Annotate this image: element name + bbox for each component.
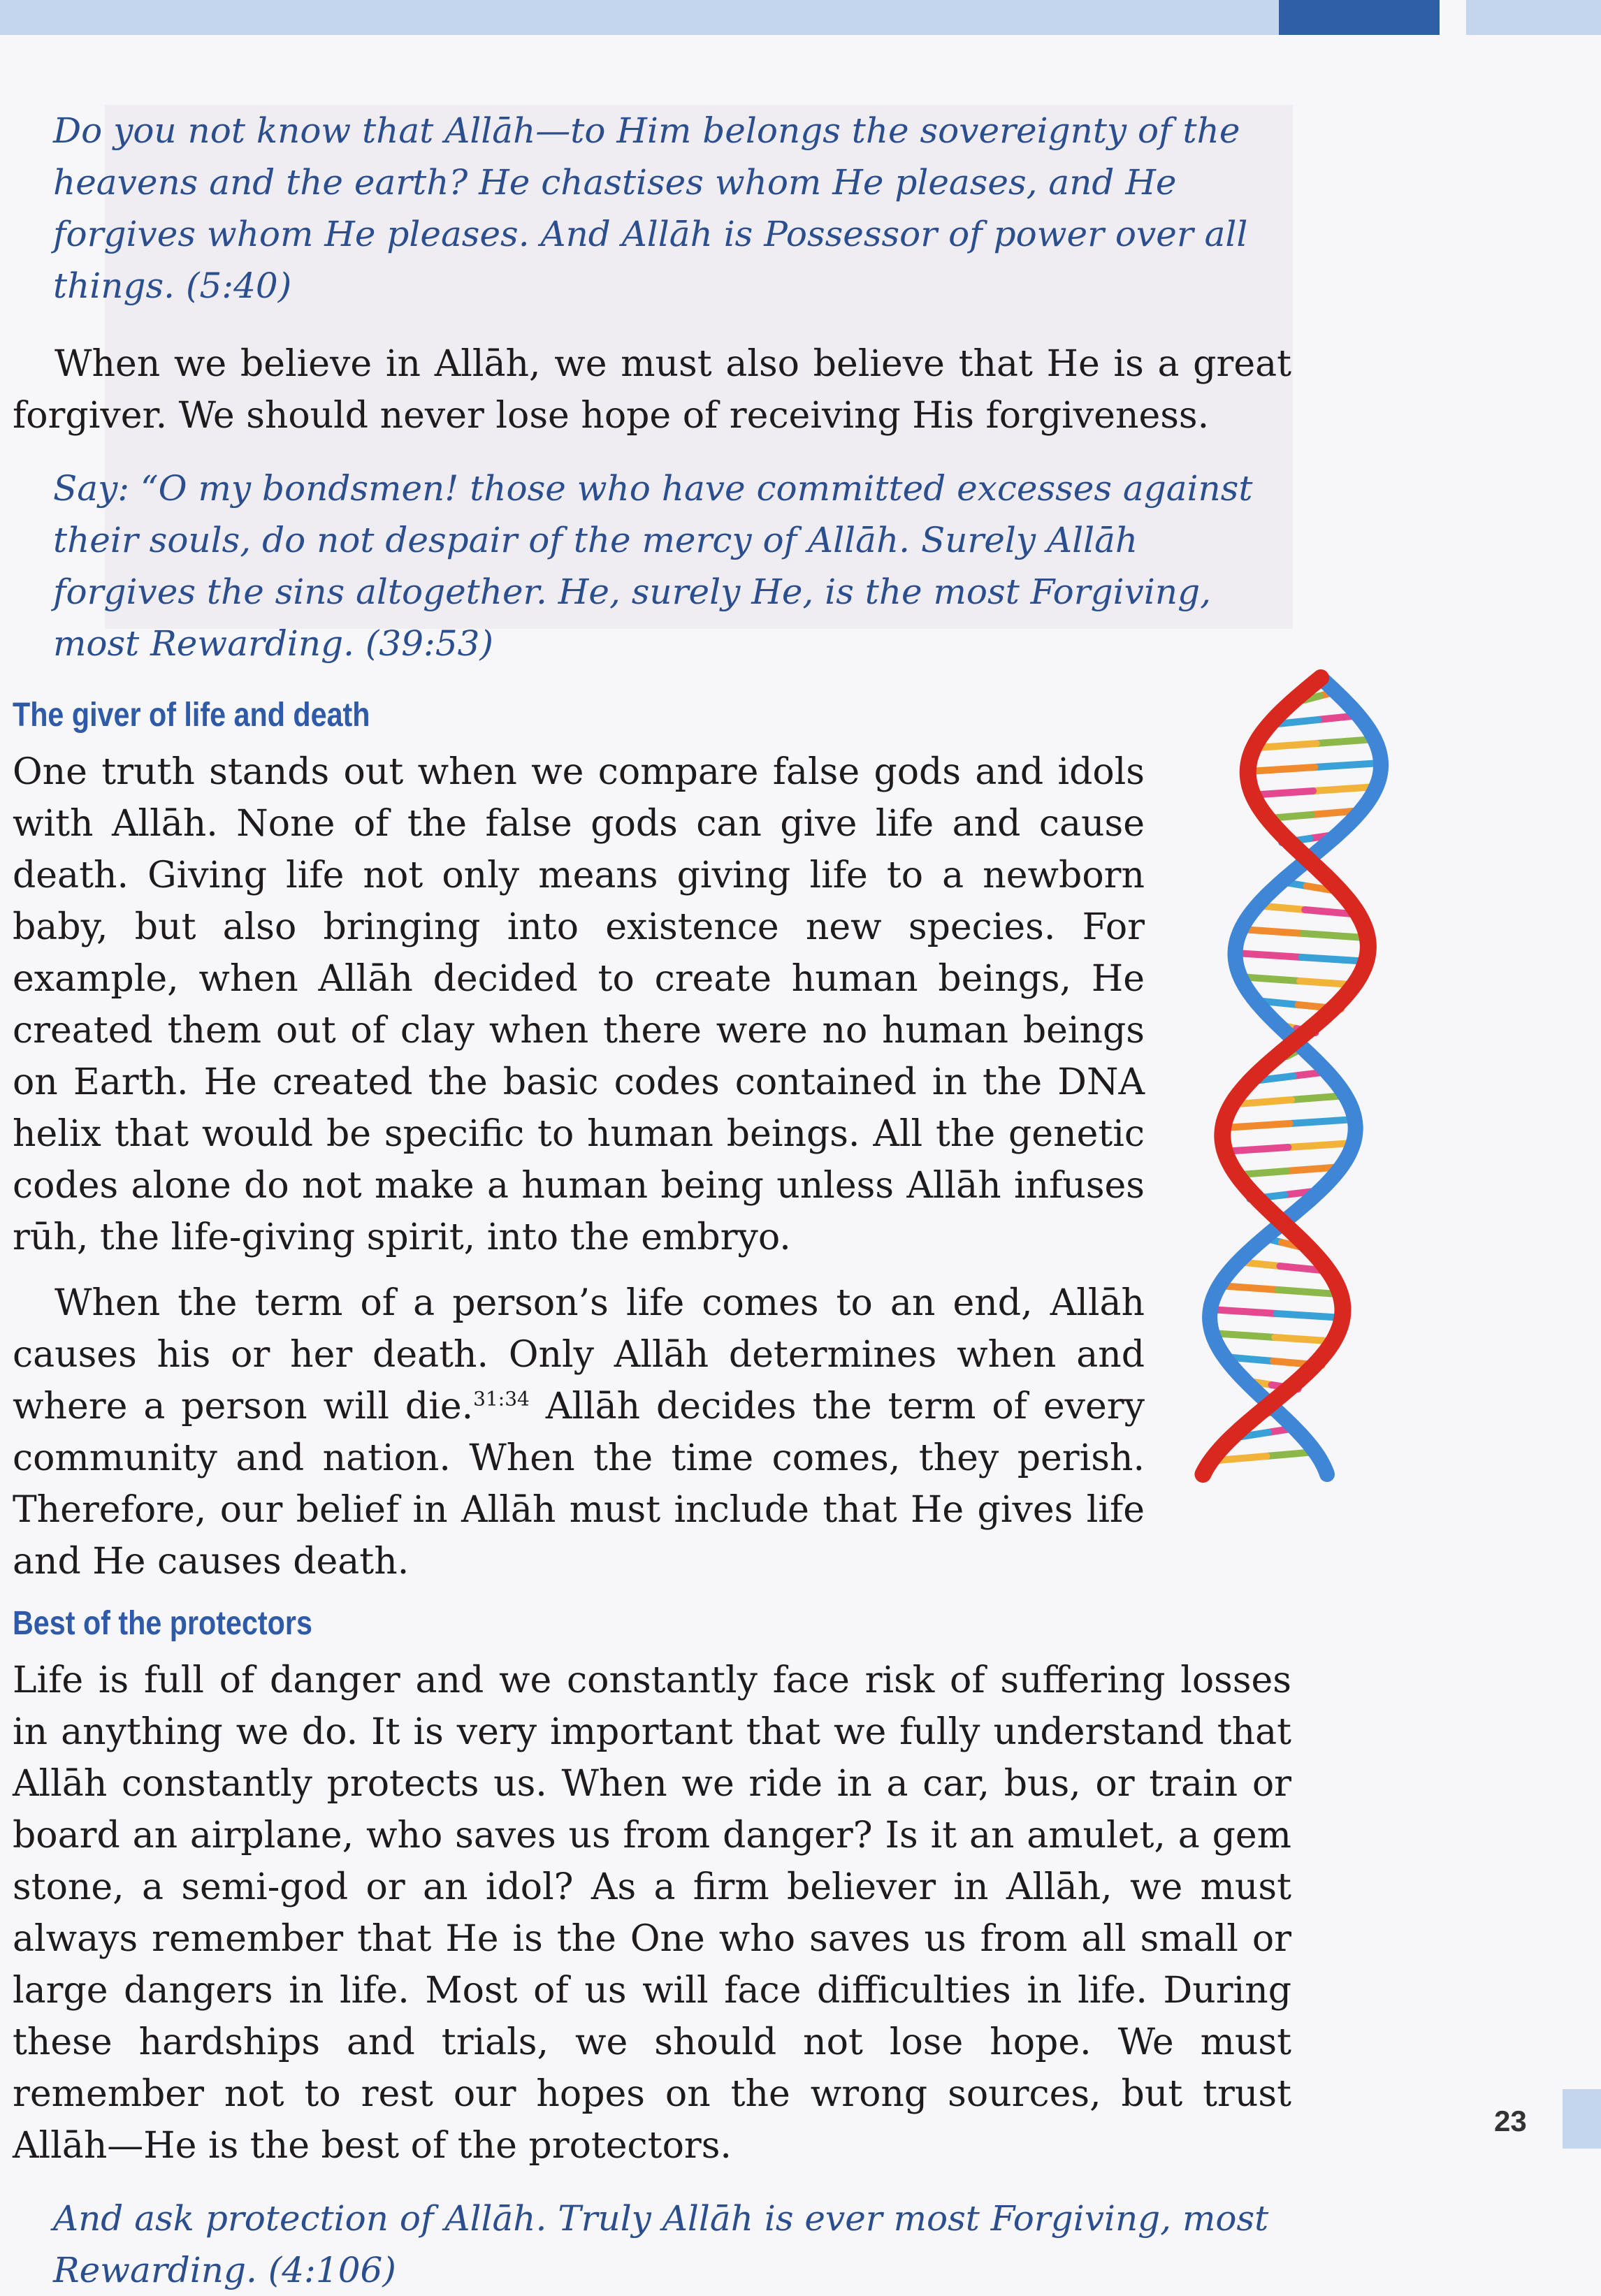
paragraph-life-and-death: One truth stands out when we compare false gods and idols with Allāh. None of the false gods can give life and cause death. Giving life not only means giving life to a newborn baby, but also bringing into existence new species. For example, when Allāh decided to create human beings, He created them out of clay when there were no human beings on Earth. He created the basic codes contained in the DNA helix that would be specific to human beings. All the genetic codes alone do not make a human being unless Allāh infuses rūh, the life-giving spirit, into the embryo. <box>13 751 1145 1258</box>
base-pair-right <box>1225 1124 1290 1128</box>
page-body <box>13 105 1291 2296</box>
paragraph-term-text-b: Allāh decides the term of every community and nation. When the time comes, they perish. Therefore, our belief in Allāh must include that He gives life and He causes death. <box>13 1386 1145 1583</box>
base-pair-left <box>1219 1286 1278 1290</box>
heading-giver-of-life: The giver of life and death <box>13 697 370 734</box>
header-band-dark <box>1279 0 1440 35</box>
header-band-right <box>1466 0 1601 35</box>
base-pair-right <box>1249 767 1315 771</box>
paragraph-protectors: Life is full of danger and we constantly face risk of suffering losses in anything we do. It is very important that we fully understand that Allāh constantly protects us. When we ride in a car, bus, or train or board an airplane, who saves us from danger? Is it an amulet, a gem stone, a semi-god or an idol? As a firm believer in Allāh, we must always remember that He is the One who saves us from all small or large dangers in life. Most of us will face difficulties in life. During these hardships and trials, we should not lose hope. We must remember not to rest our hopes on the wrong sources, but trust Allāh—He is the best of the protectors. <box>13 1659 1291 2167</box>
quran-verse-4-106: And ask protection of Allāh. Truly Allāh is ever most Forgiving, most Rewarding. (4:106) <box>53 2198 1269 2290</box>
paragraph-forgiver: When we believe in Allāh, we must also believe that He is a great forgiver. We should never lose hope of receiving His forgiveness. <box>13 343 1291 437</box>
base-pair-right <box>1305 910 1352 914</box>
base-pair-left <box>1236 953 1302 957</box>
base-pair-left <box>1317 739 1375 743</box>
base-pair-right <box>1278 1290 1337 1294</box>
header-band <box>0 0 1279 35</box>
paragraph-term-of-life <box>13 1277 1145 1587</box>
base-pair-right <box>1259 743 1317 748</box>
base-pair-left <box>1290 1119 1355 1124</box>
base-pair-left <box>1288 1143 1353 1147</box>
base-pair-right <box>1238 1100 1291 1104</box>
footnote-ref: 31:34 <box>473 1387 530 1411</box>
heading-best-protectors: Best of the protectors <box>13 1605 312 1642</box>
base-pair-left <box>1210 1309 1277 1314</box>
page-tab <box>1563 2089 1601 2149</box>
quran-verse-5-40: Do you not know that Allāh—to Him belongs the sovereignty of the heavens and the earth? He chastises whom He pleases, and He forgives whom He pleases. And Allāh is Possessor of power over all things. (5:40) <box>53 110 1248 306</box>
base-pair-right <box>1277 1314 1343 1318</box>
base-pair-left <box>1314 763 1381 767</box>
quran-verse-39-53: Say: “O my bondsmen! those who have committed excesses against their souls, do not despair of the mercy of Allāh. Surely Allāh forgives the sins altogether. He, surely He, is the most Forgiving, most Rewarding. (39:53) <box>53 468 1253 664</box>
base-pair-right <box>1303 933 1365 938</box>
base-pair-left <box>1241 929 1303 933</box>
base-pair-right <box>1218 1456 1267 1460</box>
page-number: 23 <box>1494 2105 1527 2137</box>
dna-helix-illustration <box>1188 664 1398 1488</box>
paragraph-term-text-a: When the term of a person’s life comes to an end, Allāh causes his or her death. Only Allāh determines when and where a person will die. <box>13 1282 1145 1427</box>
